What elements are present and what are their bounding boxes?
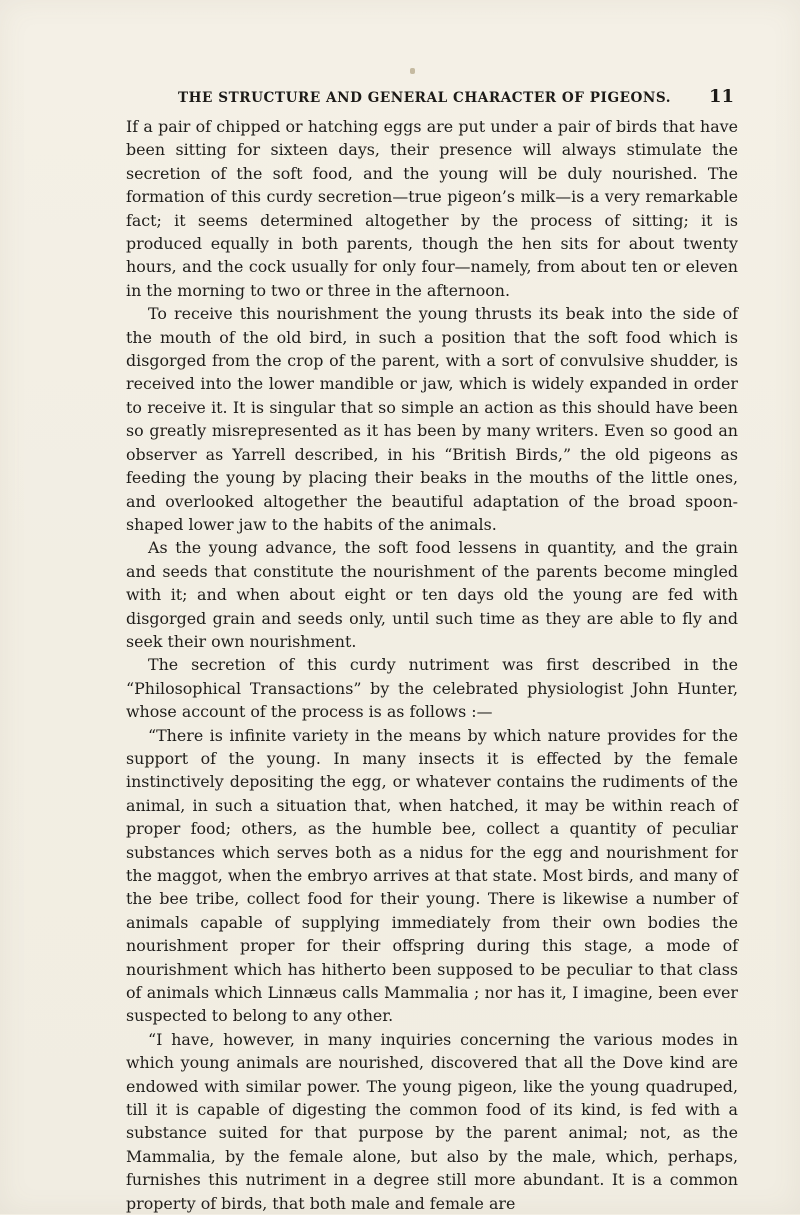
- paragraph: The secretion of this curdy nutriment was first described in the “Philosophical Transactions” by the celebrated physiologist John Hunter, whose account of the process is as follows :—: [126, 655, 738, 722]
- quoted-paragraph: “I have, however, in many inquiries concerning the various modes in which young animals are nourished, discovered that all the Dove kind are endowed with similar power. The young pigeon, like the young quadruped, till it is capable of digesting the common food of its kind, is fed with a substance suited for that purpose by the parent animal; not, as the Mammalia, by the female alone, but also by the male, which, perhaps, furnishes this nutriment in a degree still more abundant. It is a common property of birds, that both male and female are: [126, 1029, 738, 1213]
- body-text: [126, 115, 738, 1213]
- running-head: THE STRUCTURE AND GENERAL CHARACTER OF PIGEONS.: [178, 90, 672, 106]
- paragraph: As the young advance, the soft food lessens in quantity, and the grain and seeds that constitute the nourishment of the parents become mingled with it; and when about eight or ten days old the young are fed with disgorged grain and seeds only, until such time as they are able to fly and seek their own nourishment.: [126, 538, 738, 651]
- ink-speck: [410, 68, 415, 74]
- page-header: [126, 86, 738, 110]
- paragraph: To receive this nourishment the young thrusts its beak into the side of the mouth of the old bird, in such a position that the soft food which is disgorged from the crop of the parent, with a sort of convulsive shudder, is received into the lower mandible or jaw, which is widely expanded in order to receive it. It is singular that so simple an action as this should have been so greatly misrepresented as it has been by many writers. Even so good an observer as Yarrell described, in his “British Birds,” the old pigeons as feeding the young by placing their beaks in the mouths of the little ones, and overlooked altogether the beautiful adaptation of the broad spoon-shaped lower jaw to the habits of the animals.: [126, 304, 738, 534]
- page-number: 11: [708, 86, 734, 107]
- paragraph: If a pair of chipped or hatching eggs are put under a pair of birds that have been sitting for sixteen days, their presence will always stimulate the secretion of the soft food, and the young will be duly nourished. The formation of this curdy secretion—true pigeon’s milk—is a very remarkable fact; it seems determined altogether by the process of sitting; it is produced equally in both parents, though the hen sits for about twenty hours, and the cock usually for only four—namely, from about ten or eleven in the morning to two or three in the afternoon.: [126, 117, 738, 300]
- quoted-paragraph: “There is infinite variety in the means by which nature provides for the support of the young. In many insects it is effected by the female instinctively depositing the egg, or whatever contains the rudiments of the animal, in such a situation that, when hatched, it may be within reach of proper food; others, as the humble bee, collect a quantity of peculiar substances which serves both as a nidus for the egg and nourishment for the maggot, when the embryo arrives at that state. Most birds, and many of the bee tribe, collect food for their young. There is likewise a number of animals capable of supplying immediately from their own bodies the nourishment proper for their offspring during this stage, a mode of nourishment which has hitherto been supposed to be peculiar to that class of animals which Linnæus calls Mammalia ; nor has it, I imagine, been ever suspected to belong to any other.: [126, 725, 738, 1026]
